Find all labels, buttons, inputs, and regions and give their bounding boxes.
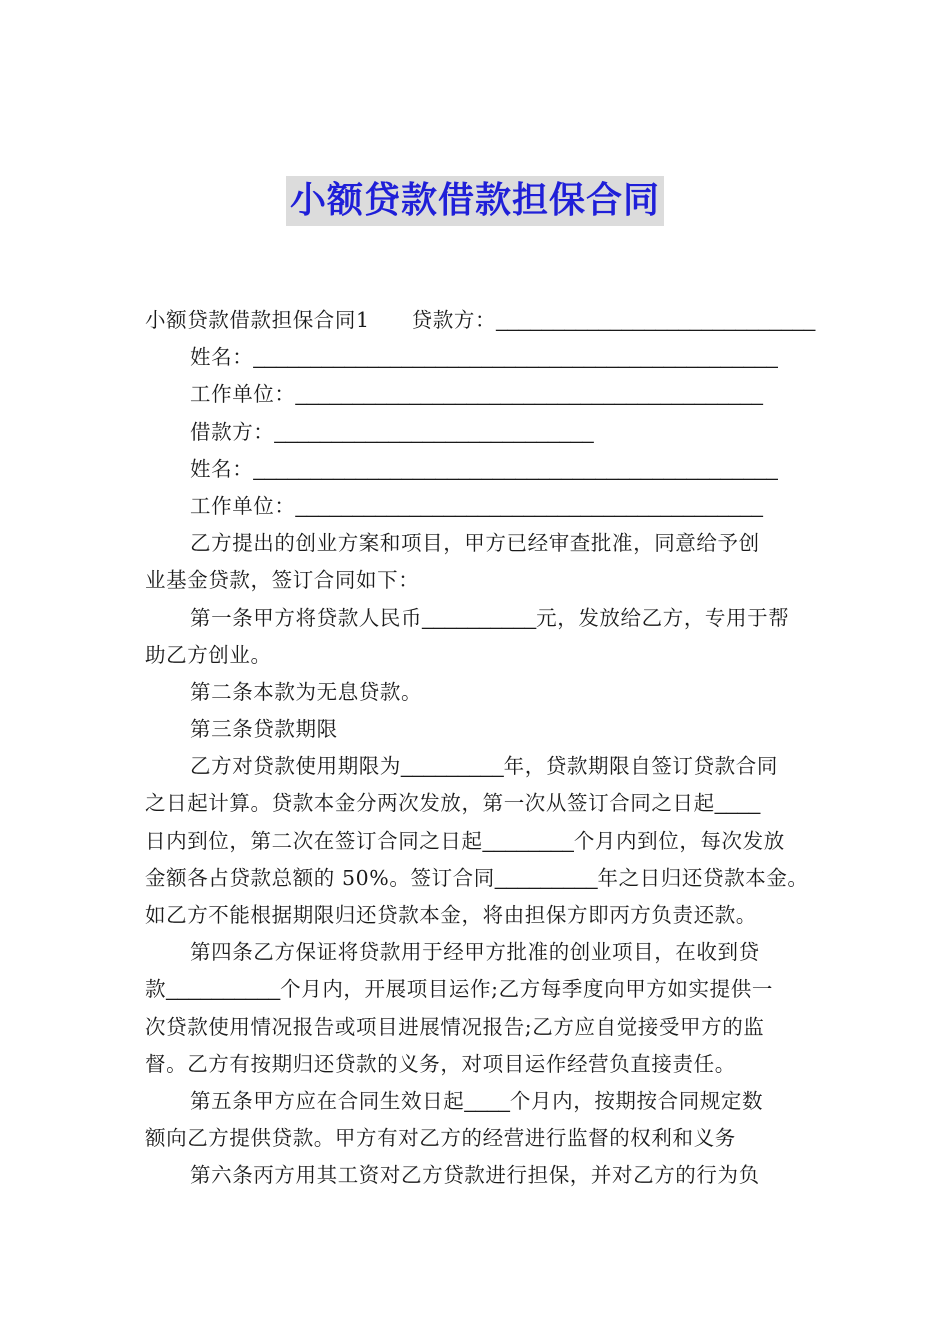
- paragraph-line: [145, 934, 815, 971]
- text-run: 个月内，按期按合同规定数: [509, 1088, 764, 1113]
- text-run: 如乙方不能根据期限归还贷款本金，将由担保方即丙方负责还款。: [145, 903, 757, 927]
- blank-line: ____: [714, 792, 761, 816]
- text-run: 之日起计算。贷款本金分两次发放，第一次从签订合同之日起: [145, 791, 715, 816]
- paragraph-line: [145, 674, 815, 711]
- text-run: 第六条丙方用其工资对乙方贷款进行担保，并对乙方的行为负: [190, 1163, 760, 1188]
- paragraph-line: [145, 1046, 815, 1083]
- lender-employer-line: [145, 376, 815, 413]
- title-container: [0, 176, 950, 226]
- paragraph-line: [145, 897, 815, 934]
- text-run: 金额各占贷款总额的 50%。签订合同: [145, 865, 495, 890]
- paragraph-line: [145, 785, 815, 822]
- text-run: 乙方对贷款使用期限为: [190, 754, 401, 779]
- text-run: 个月内到位，每次发放: [573, 828, 785, 853]
- text-run: 款: [145, 977, 167, 1002]
- contract-heading: 小额贷款借款担保合同1: [145, 308, 370, 332]
- paragraph-line: [145, 1083, 815, 1120]
- blank-line: ____: [464, 1089, 510, 1113]
- blank-line: __________: [166, 978, 281, 1002]
- blank-line: _________________________________________: [295, 383, 763, 407]
- blank-line: ____________________________: [274, 420, 594, 444]
- text-run: 第一条甲方将贷款人民币: [190, 605, 423, 630]
- text-run: 额向乙方提供贷款。甲方有对乙方的经营进行监督的权利和义务: [145, 1126, 736, 1151]
- document-title: 小额贷款借款担保合同: [286, 176, 664, 226]
- text-run: 日内到位，第二次在签订合同之日起: [145, 828, 483, 853]
- field-label: 姓名：: [190, 345, 254, 370]
- blank-line: ________: [482, 829, 574, 853]
- borrower-line: [145, 414, 815, 451]
- text-run: 第二条本款为无息贷款。: [190, 679, 423, 704]
- blank-line: ____________________________: [496, 309, 816, 332]
- text-run: 督。乙方有按期归还贷款的义务，对项目运作经营负直接责任。: [145, 1051, 736, 1076]
- text-run: 第四条乙方保证将贷款用于经甲方批准的创业项目，在收到贷: [190, 940, 760, 965]
- field-label: 工作单位：: [190, 382, 296, 407]
- text-run: 乙方提出的创业方案和项目，甲方已经审查批准，同意给予创: [190, 531, 760, 556]
- field-label: 贷款方：: [411, 308, 497, 332]
- paragraph-line: [145, 748, 815, 785]
- paragraph-line: [145, 860, 815, 897]
- paragraph-line: [145, 1120, 815, 1157]
- paragraph-line: [145, 711, 815, 748]
- borrower-name-line: [145, 451, 815, 488]
- document-body: [145, 302, 815, 1195]
- paragraph-line: [145, 637, 815, 674]
- paragraph-line: [145, 823, 815, 860]
- paragraph-line: [145, 1157, 815, 1194]
- paragraph-line: [145, 562, 815, 599]
- text-run: 个月内，开展项目运作;乙方每季度向甲方如实提供一: [280, 977, 773, 1002]
- borrower-employer-line: [145, 488, 815, 525]
- text-run: 元，发放给乙方，专用于帮: [536, 605, 790, 630]
- paragraph-line: [145, 525, 815, 562]
- lender-name-line: [145, 339, 815, 376]
- text-run: 第三条贷款期限: [190, 717, 338, 742]
- header-line: [145, 302, 815, 339]
- paragraph-line: [145, 1009, 815, 1046]
- text-run: 业基金贷款，签订合同如下：: [145, 568, 420, 593]
- blank-line: _________: [494, 866, 598, 890]
- paragraph-line: [145, 600, 815, 637]
- text-run: 助乙方创业。: [145, 642, 272, 667]
- blank-line: __________: [422, 606, 537, 630]
- text-run: 年之日归还贷款本金。: [597, 865, 809, 890]
- paragraph-line: [145, 971, 815, 1008]
- blank-line: ______________________________________________: [253, 457, 778, 481]
- field-label: 工作单位：: [190, 493, 296, 518]
- text-run: 次贷款使用情况报告或项目进展情况报告;乙方应自觉接受甲方的监: [145, 1014, 765, 1039]
- text-run: 年，贷款期限自签订贷款合同: [503, 754, 778, 779]
- blank-line: _________________________________________: [295, 494, 763, 518]
- blank-line: ______________________________________________: [253, 346, 778, 370]
- field-label: 借款方：: [190, 419, 275, 444]
- field-label: 姓名：: [190, 456, 254, 481]
- text-run: 第五条甲方应在合同生效日起: [190, 1088, 465, 1113]
- blank-line: _________: [401, 755, 504, 779]
